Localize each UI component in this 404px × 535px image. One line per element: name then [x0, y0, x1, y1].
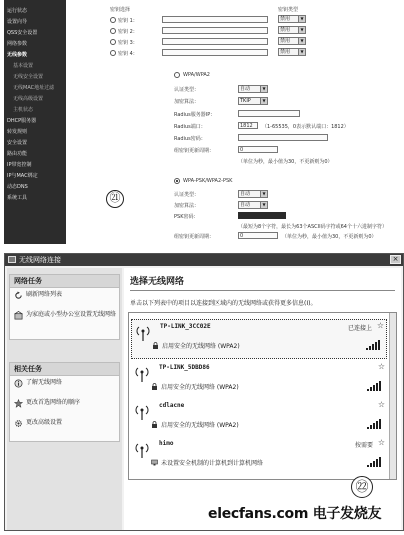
nav-item[interactable]: 运行状态: [7, 8, 28, 14]
figure-number-22: ㉒: [351, 476, 373, 498]
wep-key-4-radio[interactable]: [110, 50, 116, 56]
wep-key-1-radio[interactable]: [110, 17, 116, 23]
psk-group-key-note: （单位为秒，最小值为30，不更新则为0）: [282, 234, 377, 240]
radius-ip-label: Radius服务器IP：: [174, 112, 216, 118]
wep-key-2-label: 密钥 2：: [118, 29, 138, 35]
nav-item[interactable]: 主机状态: [13, 107, 34, 113]
signal-bar: [373, 385, 375, 391]
wep-key-2-radio[interactable]: [110, 28, 116, 34]
info-icon: [14, 379, 23, 388]
task-sidebar: [7, 268, 122, 530]
wireless-network-list: [128, 312, 397, 480]
nav-item[interactable]: 基本设置: [13, 63, 34, 69]
radius-ip-input[interactable]: [238, 110, 300, 117]
wpa-group-key-label: 组密钥更新周期：: [174, 148, 215, 154]
nav-item[interactable]: 无线高级设置: [13, 96, 44, 102]
nav-item[interactable]: 动态DNS: [7, 184, 28, 190]
signal-bar: [373, 423, 375, 429]
signal-strength-icon: [367, 419, 381, 429]
wpa-group-key-input[interactable]: [238, 146, 278, 153]
task-label: 为家庭或小型办公室设置无线网络: [26, 311, 117, 318]
preferred-star-icon: ☆: [376, 321, 384, 330]
radius-password-label: Radius密码：: [174, 136, 206, 142]
network-ssid: TP-LINK_3CC02E: [160, 323, 211, 330]
choose-network-heading: 选择无线网络: [130, 277, 185, 287]
network-status: 已连接上: [347, 325, 372, 332]
router-settings-screenshot: [0, 0, 404, 244]
nav-item[interactable]: 转发规则: [7, 129, 28, 135]
star-order-icon: [14, 399, 23, 408]
wep-key-select-label: 密钥选择: [110, 7, 131, 13]
signal-bar: [378, 340, 380, 350]
preferred-star-icon: ☆: [377, 362, 385, 371]
antenna-icon: [135, 365, 149, 383]
wep-key-3-type-select[interactable]: 禁用 ▼: [278, 37, 306, 45]
preferred-star-icon: ☆: [377, 438, 385, 447]
signal-bar: [367, 465, 369, 467]
task-label: 了解无线网络: [26, 379, 63, 386]
psk-option-radio[interactable]: [174, 178, 180, 184]
nav-item[interactable]: 安全设置: [7, 140, 28, 146]
nav-item[interactable]: 无线MAC地址过滤: [13, 85, 55, 91]
network-security: 启用安全的无线网络 (WPA2): [161, 384, 239, 391]
wep-key-4-type-select[interactable]: 禁用 ▼: [278, 48, 306, 56]
nav-item[interactable]: 网络参数: [7, 41, 28, 47]
preferred-star-icon: ☆: [377, 400, 385, 409]
lock-icon: [151, 383, 158, 390]
refresh-icon: [14, 291, 23, 300]
wep-key-4-input[interactable]: [162, 49, 268, 56]
nav-item[interactable]: 无线安全设置: [13, 74, 44, 80]
network-security: 未设置安全机制的计算机到计算机网络: [161, 460, 264, 467]
signal-bar: [370, 387, 372, 391]
signal-bar: [376, 383, 378, 391]
network-ssid: cdlacne: [159, 402, 185, 409]
list-scrollbar[interactable]: [389, 313, 396, 479]
signal-strength-icon: [367, 381, 381, 391]
network-security: 启用安全的无线网络 (WPA2): [161, 422, 239, 429]
psk-enc-label: 加密算法：: [174, 203, 200, 209]
task-change-advanced-settings[interactable]: [10, 416, 119, 436]
task-change-preferred-order[interactable]: [10, 396, 119, 416]
nav-item[interactable]: 路由功能: [7, 151, 28, 157]
router-nav-sidebar: [4, 0, 66, 244]
network-tasks-panel: [9, 274, 120, 340]
wpa-option-radio[interactable]: [174, 72, 180, 78]
figure-number-21: ㉑: [106, 190, 124, 208]
signal-bar: [379, 419, 381, 429]
signal-bar: [367, 427, 369, 429]
setup-icon: [14, 311, 23, 320]
signal-bar: [375, 342, 377, 350]
wpa-option-label: WPA/WPA2: [183, 72, 210, 78]
computer-network-icon: [151, 459, 158, 466]
task-refresh-network-list[interactable]: [10, 288, 119, 308]
signal-bar: [373, 461, 375, 467]
network-ssid: TP-LINK_5DBD86: [159, 364, 210, 371]
task-label: 刷新网络列表: [26, 291, 63, 298]
window-titlebar[interactable]: [5, 254, 403, 266]
wep-key-3-input[interactable]: [162, 38, 268, 45]
wpa-group-key-value: 0: [240, 147, 244, 153]
wireless-network-icon: [8, 256, 16, 263]
antenna-icon: [135, 441, 149, 459]
wep-key-4-label: 密钥 4：: [118, 51, 138, 57]
signal-strength-icon: [367, 457, 381, 467]
radius-port-note: （1-65535，0表示默认端口：1812）: [262, 124, 349, 130]
task-label: 更改高级设置: [26, 419, 63, 426]
signal-bar: [367, 389, 369, 391]
wpa-auth-label: 认证类型：: [174, 87, 200, 93]
psk-group-key-input[interactable]: [238, 232, 278, 239]
heading-divider: [130, 290, 395, 291]
wireless-network-connection-window: [4, 253, 404, 531]
psk-password-input[interactable]: [238, 212, 286, 219]
network-security: 启用安全的无线网络 (WPA2): [162, 343, 240, 350]
antenna-icon: [135, 403, 149, 421]
watermark-text: elecfans.com 电子发烧友: [208, 506, 382, 522]
network-ssid: himo: [159, 440, 174, 447]
task-learn-wireless[interactable]: [10, 376, 119, 396]
wep-key-type-header: 密钥类型: [278, 7, 299, 13]
radius-port-label: Radius端口：: [174, 124, 206, 130]
wep-key-1-type-select[interactable]: 禁用 ▼: [278, 15, 306, 23]
signal-bar: [379, 381, 381, 391]
task-label: 更改首选网络的顺序: [26, 399, 81, 406]
wpa-group-key-note: （单位为秒，最小值为30，不更新则为0）: [238, 159, 333, 165]
nav-item[interactable]: 无线参数: [7, 52, 28, 58]
signal-strength-icon: [366, 340, 380, 350]
signal-bar: [366, 348, 368, 350]
signal-bar: [379, 457, 381, 467]
nav-item[interactable]: 设置向导: [7, 19, 28, 25]
nav-item[interactable]: IP带宽控制: [7, 162, 32, 168]
psk-auth-label: 认证类型：: [174, 192, 200, 198]
related-tasks-panel: [9, 362, 120, 442]
network-row[interactable]: [131, 437, 387, 477]
wpa-auth-select[interactable]: 自动 ▼: [238, 85, 268, 93]
network-status: 按需要: [354, 442, 373, 449]
radius-password-input[interactable]: [238, 134, 328, 141]
wep-key-2-type-select[interactable]: 禁用 ▼: [278, 26, 306, 34]
signal-bar: [376, 421, 378, 429]
psk-option-label: WPA-PSK/WPA2-PSK: [183, 178, 233, 184]
signal-bar: [369, 346, 371, 350]
psk-auth-select[interactable]: 自动 ▼: [238, 190, 268, 198]
wep-key-2-input[interactable]: [162, 27, 268, 34]
wep-key-3-label: 密钥 3：: [118, 40, 138, 46]
signal-bar: [370, 425, 372, 429]
signal-bar: [370, 463, 372, 467]
wep-key-1-label: 密钥 1：: [118, 18, 138, 24]
radius-port-value: 1812: [240, 123, 253, 129]
settings-icon: [14, 419, 23, 428]
instruction-text: 单击以下列表中的项目以连接到区域内的无线网络或获得更多信息(I)。: [130, 300, 317, 307]
psk-group-key-label: 组密钥更新周期：: [174, 234, 215, 240]
network-row[interactable]: [131, 361, 387, 401]
psk-password-note: （最短为8个字符，最长为63个ASCII码字符或64个十六进制字符）: [238, 224, 387, 230]
network-tasks-heading: 网络任务: [10, 275, 119, 288]
wep-key-1-input[interactable]: [162, 16, 268, 23]
signal-bar: [372, 344, 374, 350]
signal-bar: [376, 459, 378, 467]
wpa-enc-select[interactable]: TKIP ▼: [238, 97, 268, 105]
network-row[interactable]: [131, 399, 387, 439]
antenna-icon: [136, 324, 150, 342]
psk-password-label: PSK密码：: [174, 214, 199, 220]
lock-icon: [151, 421, 158, 428]
nav-item[interactable]: IP与MAC绑定: [7, 173, 38, 179]
window-title: 无线网络连接: [19, 256, 61, 264]
nav-item[interactable]: QSS安全设置: [7, 30, 38, 36]
psk-enc-select[interactable]: 自动 ▼: [238, 201, 268, 209]
nav-item[interactable]: 系统工具: [7, 195, 28, 201]
lock-icon: [152, 342, 159, 349]
wpa-enc-label: 加密算法：: [174, 99, 200, 105]
nav-item[interactable]: DHCP服务器: [7, 118, 37, 124]
psk-group-key-value: 0: [240, 233, 244, 239]
wep-key-3-radio[interactable]: [110, 39, 116, 45]
network-row[interactable]: [131, 319, 387, 359]
close-button[interactable]: ×: [390, 255, 401, 264]
task-setup-home-network[interactable]: [10, 308, 119, 334]
related-tasks-heading: 相关任务: [10, 363, 119, 376]
